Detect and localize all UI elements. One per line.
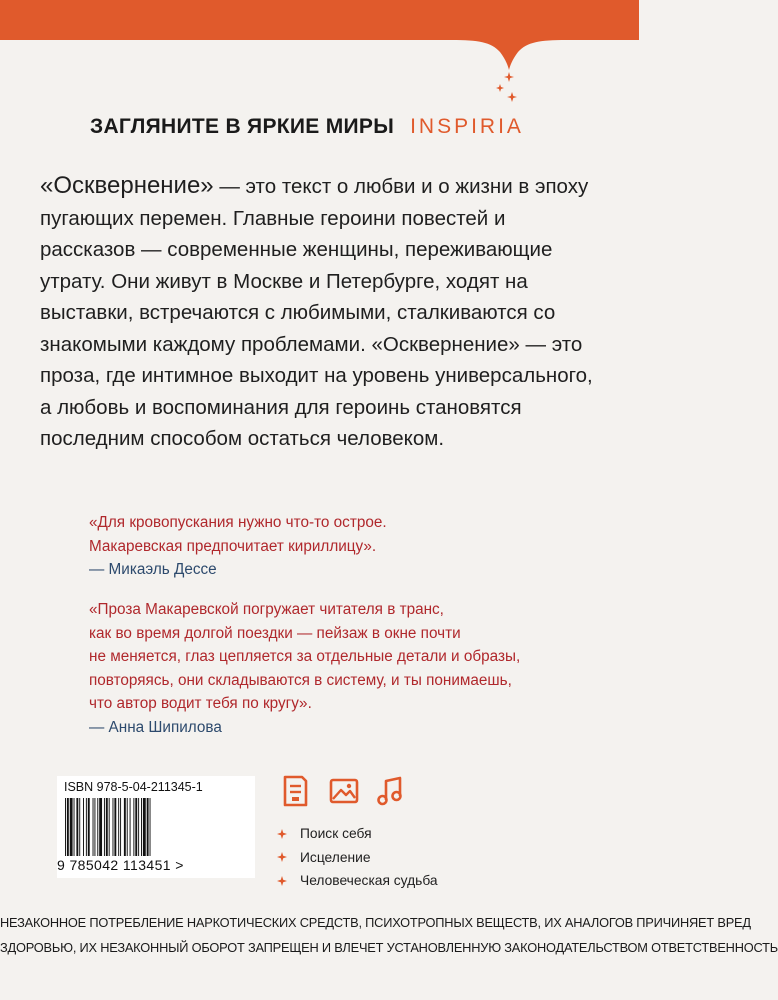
review-quote bbox=[89, 511, 629, 582]
quote-text: «Проза Макаревской погружает читателя в транс, как во время долгой поездки — пейзаж в окне почти не меняется, глаз цепляется за отдельные детали и образы, повторяясь, они складываются в систему, и ты понимаешь, что автор водит тебя по кругу». bbox=[89, 601, 521, 712]
theme-tags bbox=[277, 822, 438, 893]
image-icon bbox=[329, 774, 359, 808]
star-bullet-icon bbox=[277, 852, 287, 862]
quote-author: — Микаэль Дессе bbox=[89, 561, 217, 578]
star-bullet-icon bbox=[277, 876, 287, 886]
theme-tag-label: Человеческая судьба bbox=[300, 873, 438, 889]
theme-tag bbox=[277, 869, 438, 893]
quote-author: — Анна Шипилова bbox=[89, 718, 222, 736]
series-header bbox=[90, 112, 550, 142]
book-title: «Осквернение» bbox=[40, 172, 214, 199]
star-bullet-icon bbox=[277, 829, 287, 839]
theme-tag-label: Исцеление bbox=[300, 849, 371, 865]
sparkle-icon bbox=[494, 70, 524, 106]
legal-warning bbox=[0, 910, 778, 960]
brand-logo-text: INSPIRIA bbox=[410, 115, 524, 138]
isbn-barcode bbox=[57, 776, 255, 878]
music-icon bbox=[375, 774, 405, 808]
warning-line: ЗДОРОВЬЮ, ИХ НЕЗАКОННЫЙ ОБОРОТ ЗАПРЕЩЕН И ВЛЕЧЕТ УСТАНОВЛЕННУЮ ЗАКОНОДАТЕЛЬСТВОМ ОТВЕТСТВЕННОСТЬ bbox=[0, 940, 778, 955]
isbn-number: ISBN 978-5-04-211345-1 bbox=[64, 780, 203, 794]
top-color-band bbox=[0, 0, 639, 70]
book-icon bbox=[280, 774, 310, 808]
quote-text: «Для кровопускания нужно что-то острое. Макаревская предпочитает кириллицу». bbox=[89, 514, 387, 555]
feature-icons bbox=[280, 774, 410, 810]
theme-tag bbox=[277, 846, 438, 870]
warning-line: НЕЗАКОННОЕ ПОТРЕБЛЕНИЕ НАРКОТИЧЕСКИХ СРЕДСТВ, ПСИХОТРОПНЫХ ВЕЩЕСТВ, ИХ АНАЛОГОВ ПРИЧИНЯЕТ ВРЕД bbox=[0, 915, 751, 930]
barcode-bars bbox=[63, 798, 221, 856]
series-slogan: ЗАГЛЯНИТЕ В ЯРКИЕ МИРЫ bbox=[90, 115, 395, 138]
theme-tag-label: Поиск себя bbox=[300, 826, 372, 842]
review-quote bbox=[89, 598, 629, 739]
description-text: — это текст о любви и о жизни в эпоху пугающих перемен. Главные героини повестей и рассказов — современные женщины, переживающие утрату. Они живут в Москве и Петербурге, ходят на выставки, встречаются с любимыми, сталкиваются со знакомыми каждому проблемами. «Осквернение» — это проза, где интимное выходит на уровень универсального, а любовь и воспоминания для героинь становятся последним способом остаться человеком. bbox=[40, 175, 593, 450]
theme-tag bbox=[277, 822, 438, 846]
book-description bbox=[40, 170, 600, 455]
barcode-digits: 9 785042 113451 > bbox=[57, 857, 184, 873]
